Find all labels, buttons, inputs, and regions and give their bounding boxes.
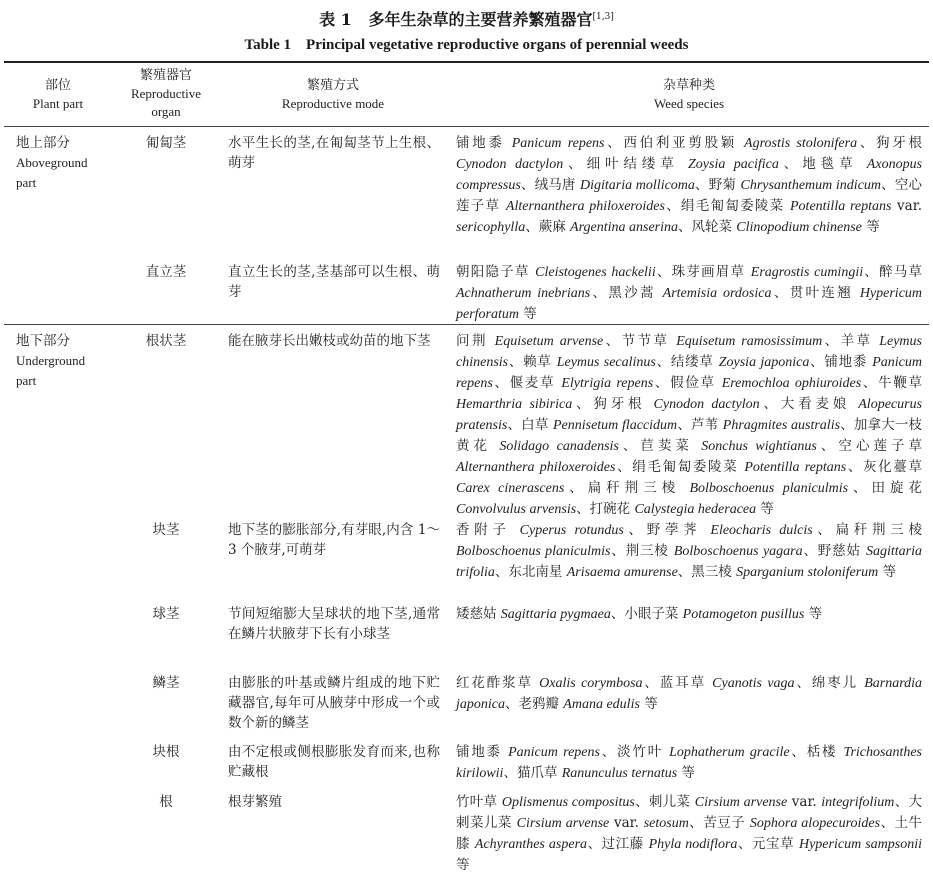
organ-cell: 直立茎 xyxy=(145,264,187,280)
mode-cell: 由不定根或侧根膨胀发育而来,也称贮藏根 xyxy=(228,744,440,780)
species-cell: 红花酢浆草 Oxalis corymbosa、蓝耳草 Cyanotis vaga、绵枣儿 Barnardia japonica、老鸦瓣 Amana edulis 等 xyxy=(456,675,923,712)
group-part-underground: 地下部分 Underground part xyxy=(16,333,86,388)
citation-ref: [1,3] xyxy=(592,12,614,22)
header-part: 部位 Plant part xyxy=(32,78,84,111)
organ-cell: 球茎 xyxy=(152,606,180,622)
table-title-zh: 多年生杂草的主要营养繁殖器官 xyxy=(368,10,593,29)
species-cell: 铺地黍 Panicum repens、淡竹叶 Lophatherum gracile、栝楼 Trichosanthes kirilowii、猫爪草 Ranunculus ternatus 等 xyxy=(456,744,923,781)
organ-cell: 根 xyxy=(159,794,173,810)
table-caption-zh xyxy=(0,6,933,31)
top-rule xyxy=(4,61,929,63)
mode-cell: 能在腋芽长出嫩枝或幼苗的地下茎 xyxy=(228,333,431,349)
organ-cell: 匍匐茎 xyxy=(145,135,187,151)
organ-cell: 根状茎 xyxy=(145,333,187,349)
mode-cell: 由膨胀的叶基或鳞片组成的地下贮藏器官,每年可从腋芽中形成一个或数个新的鳞茎 xyxy=(228,675,440,731)
table-caption-en: Table 1 Principal vegetative reproductive organs of perennial weeds xyxy=(244,37,689,53)
mode-cell: 水平生长的茎,在匍匐茎节上生根、萌芽 xyxy=(228,135,440,171)
mode-cell: 直立生长的茎,茎基部可以生根、萌芽 xyxy=(228,264,440,300)
header-mode: 繁殖方式 Reproductive mode xyxy=(281,78,385,111)
mode-cell: 地下茎的膨胀部分,有芽眼,内含 1～3 个腋芽,可萌芽 xyxy=(228,522,440,558)
mode-cell: 根芽繁殖 xyxy=(228,794,282,810)
group-rule xyxy=(4,324,929,325)
organ-cell: 块根 xyxy=(152,744,180,760)
mode-cell: 节间短缩膨大呈球状的地下茎,通常在鳞片状腋芽下长有小球茎 xyxy=(228,606,440,642)
species-cell: 矮慈姑 Sagittaria pygmaea、小眼子菜 Potamogeton pusillus 等 xyxy=(456,606,823,622)
species-cell: 朝阳隐子草 Cleistogenes hackelii、珠芽画眉草 Eragrostis cumingii、醉马草 Achnatherum inebrians、黑沙蒿 Artemisia ordosica、贯叶连翘 Hypericum perforatum 等 xyxy=(456,264,923,322)
organ-cell: 鳞茎 xyxy=(152,675,180,691)
header-rule xyxy=(4,126,929,127)
group-part-aboveground: 地上部分 Aboveground part xyxy=(16,135,88,190)
header-organ: 繁殖器官 Reproductive organ xyxy=(130,68,202,119)
species-cell: 问荆 Equisetum arvense、节节草 Equisetum ramosissimum、羊草 Leymus chinensis、赖草 Leymus secalinus、结缕草 Zoysia japonica、铺地黍 Panicum repens、偃麦草 Elytrigia repens、假俭草 Eremochloa ophiuroides、牛鞭草 Hemarthria sibirica、狗牙根 Cynodon dactylon、大看麦娘 Alopecurus pratensis、白草 Pennisetum flaccidum、芦苇 Phragmites australis、加拿大一枝黄花 Solidago canadensis、苣荬菜 Sonchus wightianus、空心莲子草 Alternanthera philoxeroides、绢毛匍匐委陵菜 Potentilla reptans、灰化薹草 Carex cinerascens、扁秆荆三棱 Bolboschoenus planiculmis、田旋花 Convolvulus arvensis、打碗花 Calystegia hederacea 等 xyxy=(456,333,923,517)
organ-cell: 块茎 xyxy=(152,522,180,538)
table-label: 表 1 xyxy=(319,10,352,29)
species-cell: 铺地黍 Panicum repens、西伯利亚剪股颖 Agrostis stolonifera、狗牙根 Cynodon dactylon、细叶结缕草 Zoysia pacifica、地毯草 Axonopus compressus、绒马唐 Digitaria mollicoma、野菊 Chrysanthemum indicum、空心莲子草 Alternanthera philoxeroides、绢毛匍匐委陵菜 Potentilla reptans var. sericophylla、蕨麻 Argentina anserina、风轮菜 Clinopodium chinense 等 xyxy=(456,135,923,235)
species-cell: 竹叶草 Oplismenus compositus、刺儿菜 Cirsium arvense var. integrifolium、大刺菜儿菜 Cirsium arvense var. setosum、苦豆子 Sophora alopecuroides、土牛膝 Achyranthes aspera、过江藤 Phyla nodiflora、元宝草 Hypericum sampsonii 等 xyxy=(456,794,923,873)
header-species: 杂草种类 Weed species xyxy=(653,78,725,111)
species-cell: 香附子 Cyperus rotundus、野荸荠 Eleocharis dulcis、扁秆荆三棱 Bolboschoenus planiculmis、荆三棱 Bolboschoenus yagara、野慈姑 Sagittaria trifolia、东北南星 Arisaema amurense、黑三棱 Sparganium stoloniferum 等 xyxy=(456,522,922,580)
